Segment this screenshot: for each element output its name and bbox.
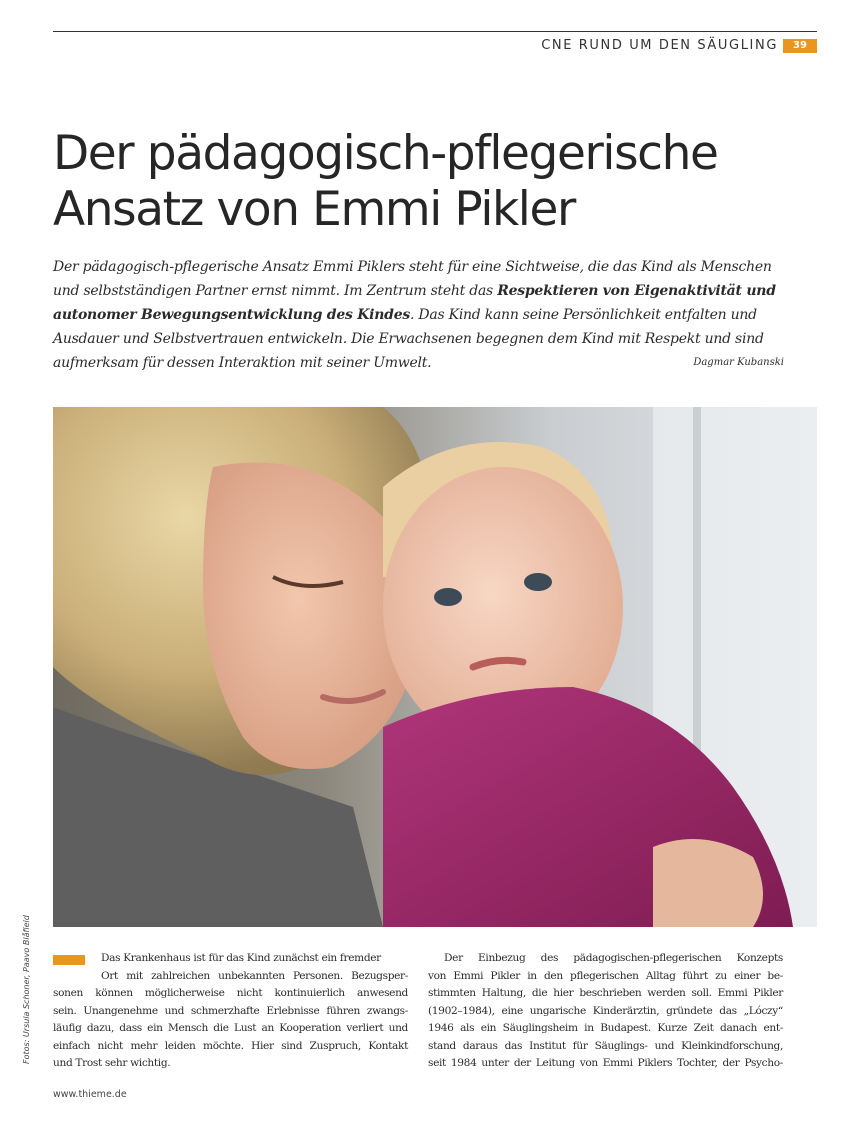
lead-text: Der pädagogisch-pflegerische Ansatz Emmi Piklers steht für eine Sichtweise, die das Kind als Menschen [53,259,772,275]
body-line: Das Krankenhaus ist für das Kind zunächst ein fremder [101,952,381,964]
body-line: einfach nicht mehr leiden möchte. Hier sind Zuspruch, Kontakt [53,1039,408,1052]
body-line: und Trost sehr wichtig. [53,1057,171,1069]
body-line: Ort mit zahlreichen unbekannten Personen. Bezugsper- [101,969,408,982]
lead-line [53,255,784,279]
article-lead [53,255,784,375]
lead-line [53,327,784,351]
section-title: CNE RUND UM DEN SÄUGLING [541,38,778,53]
page-number: 39 [783,39,817,53]
article-title [53,126,823,238]
body-line: 1946 als ein Säuglingsheim in Budapest. Kurze Zeit danach ent- [428,1022,783,1034]
body-column-1 [53,950,408,1073]
photo-credit: Fotos: Ursula Schoner, Paavo Blåfield [22,915,31,1064]
lead-text: Ausdauer und Selbstvertrauen entwickeln. Die Erwachsenen begegnen dem Kind mit Respekt und sind [53,331,764,347]
lead-line [53,351,784,375]
body-line: sonen können möglicherweise nicht kontinuierlich anwesend [53,987,408,999]
body-column-2 [428,950,783,1073]
baby-eye-right [524,573,552,591]
baby-eye-left [434,588,462,606]
body-line: seit 1984 unter der Leitung von Emmi Piklers Tochter, der Psycho- [428,1057,783,1069]
body-line: Der Einbezug des pädagogischen-pflegerischen Konzepts [444,952,783,964]
body-line: stand daraus das Institut für Säuglings- und Kleinkindforschung, [428,1039,783,1052]
footer-url[interactable]: www.thieme.de [53,1089,127,1100]
body-line: stimmten Haltung, die hier beschrieben werden soll. Emmi Pikler [428,987,783,999]
body-line: (1902–1984), eine ungarische Kinderärztin, gründete das „Lóczy“ [428,1004,783,1017]
body-line: läufig dazu, dass ein Mensch die Lust an Kooperation verliert und [53,1022,408,1034]
article-title-line: Der pädagogisch-pflegerische [53,126,718,181]
body-line: sein. Unangenehme und schmerzhafte Erlebnisse führen zwangs- [53,1004,408,1017]
body-line: von Emmi Pikler in den pflegerischen Alltag führt zu einer be- [428,969,783,982]
article-title-line: Ansatz von Emmi Pikler [53,182,575,237]
lead-text: . Das Kind kann seine Persönlichkeit entfalten und [410,307,757,323]
header-rule [53,31,817,32]
lead-line [53,303,784,327]
lead-line [53,279,784,303]
author-name: Dagmar Kubanski [693,357,784,368]
lead-emphasis: autonomer Bewegungsentwicklung des Kindes [53,307,410,323]
lead-emphasis: Respektieren von Eigenaktivität und [497,283,776,299]
article-photo [53,407,817,927]
lead-text: aufmerksam für dessen Interaktion mit seiner Umwelt. [53,355,432,371]
lead-text: und selbstständigen Partner ernst nimmt. Im Zentrum steht das [53,283,498,299]
